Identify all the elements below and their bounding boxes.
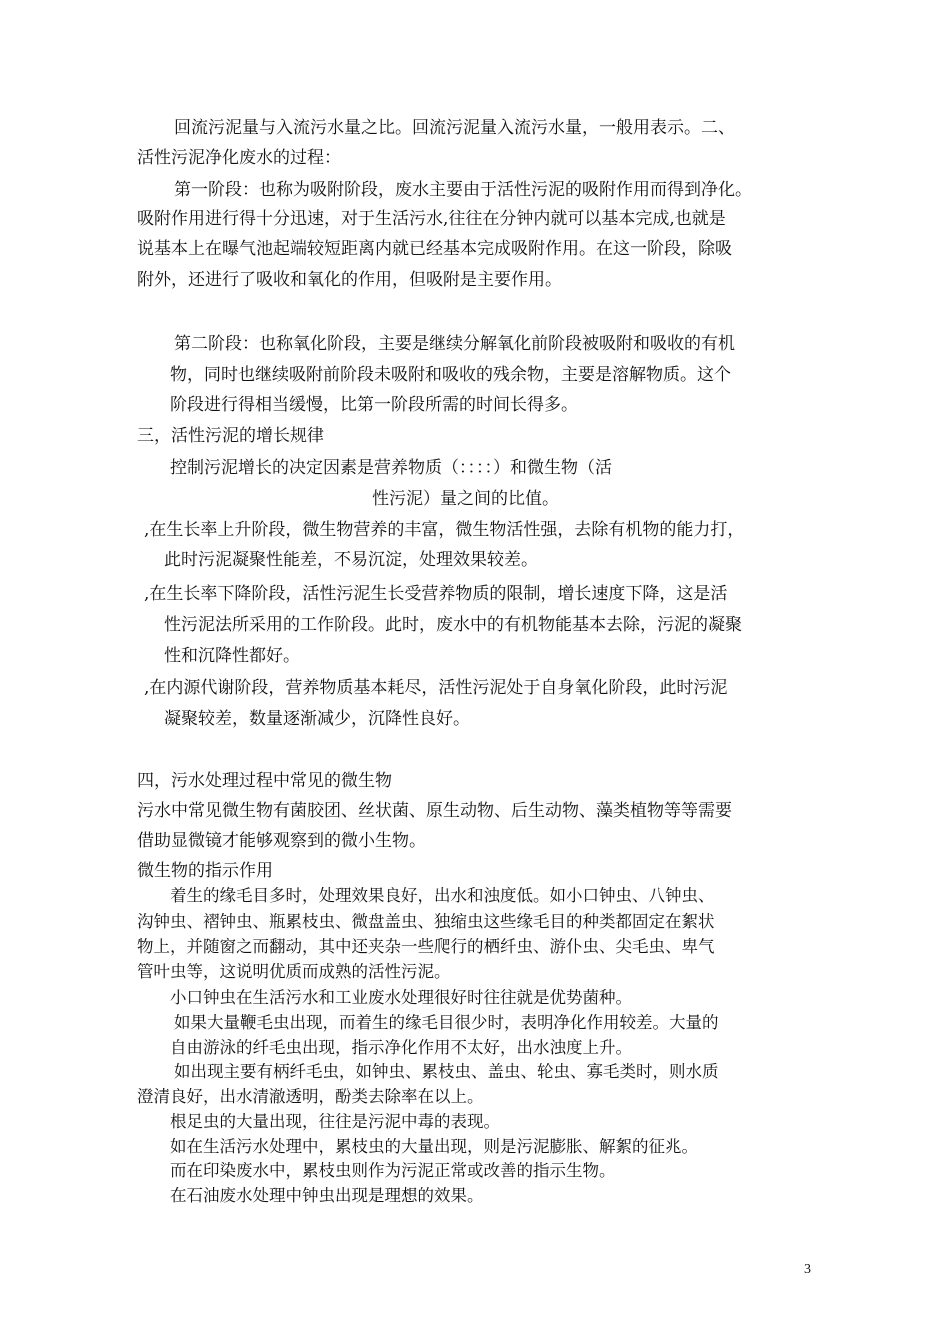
text-line: 此时污泥凝聚性能差，不易沉淀，处理效果较差。: [164, 550, 538, 570]
text-line: 如出现主要有柄纤毛虫，如钟虫、累枝虫、盖虫、轮虫、寡毛类时，则水质: [174, 1062, 719, 1081]
text-line: 借助显微镜才能够观察到的微小生物。: [137, 831, 426, 851]
text-line: 第二阶段：也称氧化阶段，主要是继续分解氧化前阶段被吸附和吸收的有机: [174, 334, 735, 354]
text-line: 凝聚较差，数量逐渐减少，沉降性良好。: [164, 709, 470, 729]
text-line: 控制污泥增长的决定因素是营养物质（：：：：）和微生物（活: [170, 458, 612, 478]
text-line: 活性污泥净化废水的过程：: [137, 148, 341, 168]
text-line: ,在生长率下降阶段，活性污泥生长受营养物质的限制，增长速度下降，这是活: [144, 584, 728, 604]
text-line: 性污泥法所采用的工作阶段。此时，废水中的有机物能基本去除，污泥的凝聚: [164, 615, 742, 635]
text-line: 自由游泳的纤毛虫出现，指示净化作用不太好，出水浊度上升。: [170, 1038, 632, 1057]
text-line: 沟钟虫、褶钟虫、瓶累枝虫、微盘盖虫、独缩虫这些缘毛目的种类都固定在絮状: [137, 912, 715, 931]
text-line: 性污泥）量之间的比值。: [372, 489, 559, 509]
text-line: 而在印染废水中，累枝虫则作为污泥正常或改善的指示生物。: [170, 1161, 616, 1180]
page-number: 3: [804, 1262, 811, 1277]
text-line: ,在生长率上升阶段，微生物营养的丰富，微生物活性强，去除有机物的能力打，: [144, 520, 745, 540]
text-line: 污水中常见微生物有菌胶团、丝状菌、原生动物、后生动物、藻类植物等等需要: [137, 801, 732, 821]
text-line: ,在内源代谢阶段，营养物质基本耗尽，活性污泥处于自身氧化阶段，此时污泥: [144, 678, 728, 698]
text-line: 如果大量鞭毛虫出现，而着生的缘毛目很少时，表明净化作用较差。大量的: [174, 1013, 719, 1032]
text-line: 回流污泥量与入流污水量之比。回流污泥量入流污水量，一般用表示。二、: [174, 118, 735, 138]
text-line: 管叶虫等，这说明优质而成熟的活性污泥。: [137, 962, 451, 981]
text-line: 澄清良好，出水清澈透明，酚类去除率在以上。: [137, 1087, 484, 1106]
section-heading: 三，活性污泥的增长规律: [137, 426, 324, 446]
section-heading: 四，污水处理过程中常见的微生物: [137, 771, 392, 791]
text-line: 性和沉降性都好。: [164, 646, 300, 666]
text-line: 在石油废水处理中钟虫出现是理想的效果。: [170, 1186, 484, 1205]
text-line: 着生的缘毛目多时，处理效果良好，出水和浊度低。如小口钟虫、八钟虫、: [170, 886, 715, 905]
text-line: 根足虫的大量出现，往往是污泥中毒的表现。: [170, 1112, 500, 1131]
text-line: 小口钟虫在生活污水和工业废水处理很好时往往就是优势菌种。: [170, 988, 632, 1007]
text-line: 阶段进行得相当缓慢，比第一阶段所需的时间长得多。: [170, 395, 578, 415]
text-line: 如在生活污水处理中，累枝虫的大量出现，则是污泥膨胀、解絮的征兆。: [170, 1137, 698, 1156]
text-line: 吸附作用进行得十分迅速，对于生活污水,往往在分钟内就可以基本完成,也就是: [137, 209, 726, 229]
text-line: 附外，还进行了吸收和氧化的作用，但吸附是主要作用。: [137, 270, 562, 290]
subheading: 微生物的指示作用: [137, 861, 273, 881]
text-line: 第一阶段：也称为吸附阶段，废水主要由于活性污泥的吸附作用而得到净化。: [174, 180, 752, 200]
text-line: 说基本上在曝气池起端较短距离内就已经基本完成吸附作用。在这一阶段，除吸: [137, 239, 732, 259]
text-line: 物上，并随窗之而翻动，其中还夹杂一些爬行的栖纤虫、游仆虫、尖毛虫、卑气: [137, 937, 715, 956]
text-line: 物，同时也继续吸附前阶段未吸附和吸收的残余物，主要是溶解物质。这个: [170, 365, 731, 385]
